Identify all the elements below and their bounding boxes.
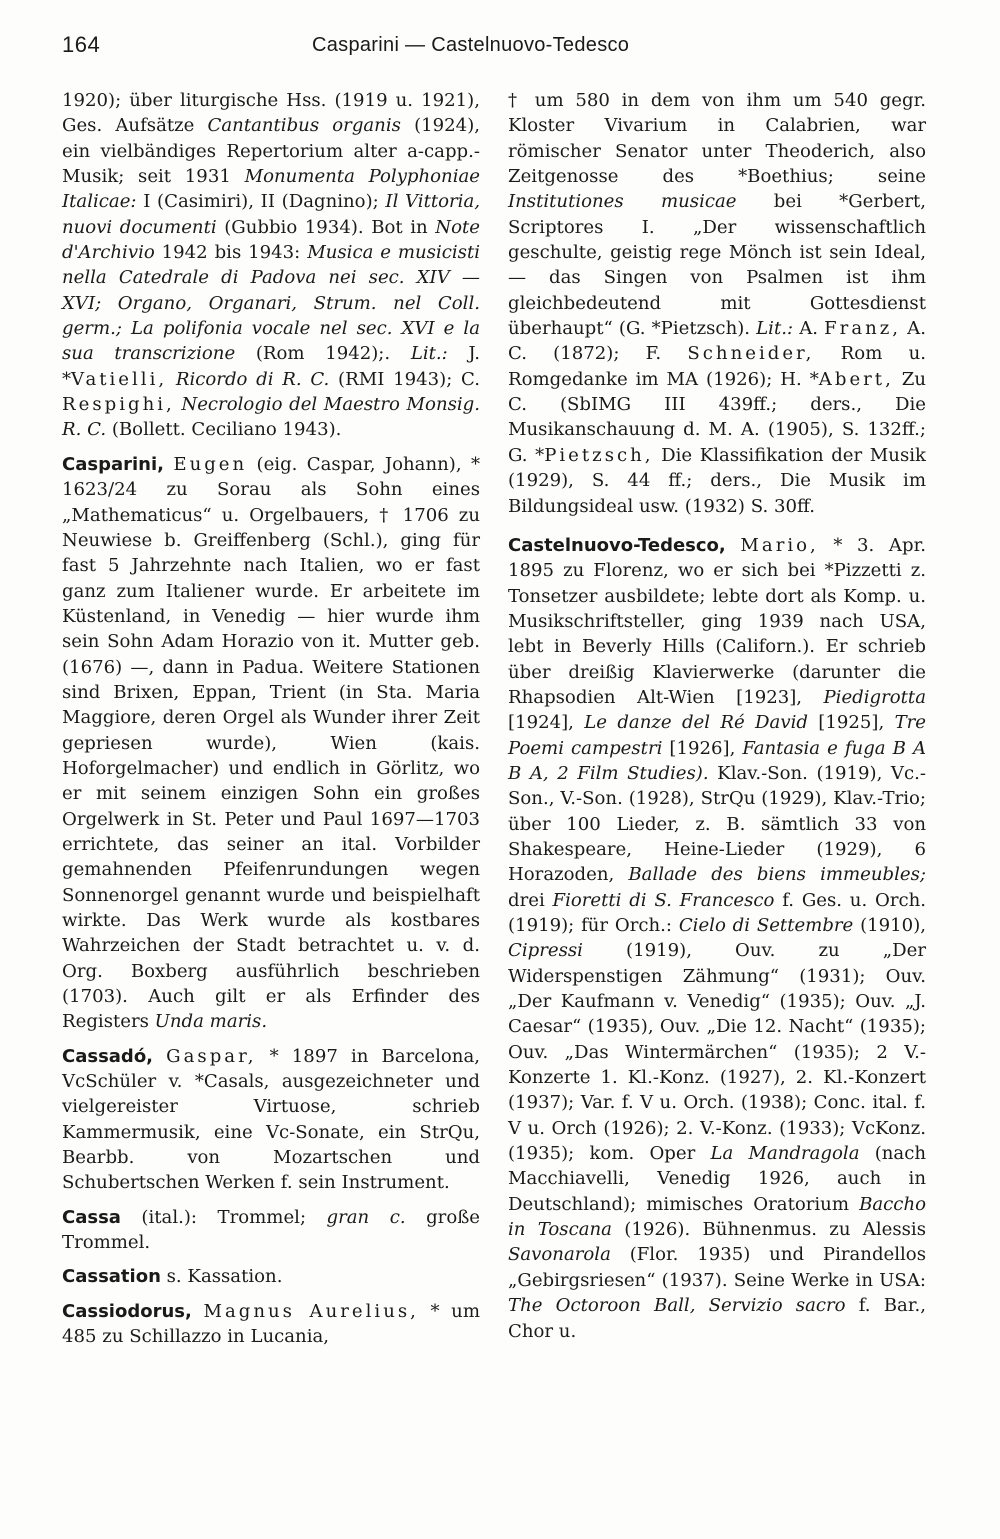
- headword-cassation: Cassation: [62, 1266, 161, 1288]
- entry-cassation: Cassation s. Kassation.: [62, 1266, 283, 1288]
- headword-cassiodorus: Cassiodorus,: [62, 1300, 192, 1322]
- entry-cassado: Cassadó, Gaspar, * 1897 in Barcelona, VcSchüler v. *Casals, ausgezeichneter und vielgereister Virtuose, schrieb Kammermusik, eine Vc-Sonate, ein StrQu, Bearbb. von Mozartschen und Schubertschen Werken f. sein Instrument.: [62, 1045, 480, 1194]
- headword-casparini: Casparini,: [62, 453, 164, 475]
- headword-cassa: Cassa: [62, 1206, 121, 1228]
- running-title: Casparini — Castelnuovo-Tedesco: [312, 34, 630, 56]
- entry-castelnuovo-tedesco: Castelnuovo-Tedesco, Mario, * 3. Apr. 1895 zu Florenz, wo er sich bei *Pizzetti z. Tonsetzer ausbildete; lebte dort als Komp. u. Musikschriftsteller, ging 1939 nach USA, lebt in Beverly Hills (Californ.). Er schrieb über dreißig Klavierwerke (darunter die Rhapsodien Alt-Wien [1923], Piedigrotta [1924], Le danze del Ré David [1925], Tre Poemi campestri [1926], Fantasia e fuga B A B A, 2 Film Studies). Klav.-Son. (1919), Vc.-Son., V.-Son. (1928), StrQu (1929), Klav.-Trio; über 100 Lieder, z. B. sämtlich 33 von Shakespeare, Heine-Lieder (1929), 6 Horazoden, Ballade des biens immeubles; drei Fioretti di S. Francesco f. Ges. u. Orch. (1919); für Orch.: Cielo di Settembre (1910), Cipressi (1919), Ouv. zu „Der Widerspenstigen Zähmung“ (1931); Ouv. „Der Kaufmann v. Venedig“ (1935); Ouv. „J. Caesar“ (1935), Ouv. „Die 12. Nacht“ (1935); Ouv. „Das Wintermärchen“ (1935); 2 V.-Konzerte 1. Kl.-Konz. (1927), 2. Kl.-Konzert (1937); Var. f. V u. Orch. (1938); Conc. ital. f. V u. Orch (1926); 2. V.-Konz. (1933); VcKonz. (1935); kom. Oper La Mandragola (nach Macchiavelli, Venedig 1926, auch in Deutschland); mimisches Oratorium Baccho in Toscana (1926). Bühnenmus. zu Alessis Savonarola (Flor. 1935) und Pirandellos „Gebirgsriesen“ (1937). Seine Werke in USA: The Octoroon Ball, Servizio sacro f. Bar., Chor u.: [508, 534, 927, 1342]
- entry-cassiodorus: Cassiodorus, Magnus Aurelius, * um 485 zu Schillazzo in Lucania,: [62, 1300, 480, 1348]
- continued-entry-cassiodorus: † um 580 in dem von ihm um 540 gegr. Kloster Vivarium in Calabrien, war römischer Senator unter Theoderich, also Zeitgenosse des *Boethius; seine Institutiones musicae bei *Gerbert, Scriptores I. „Der wissenschaftlich geschulte, geistig rege Mönch ist sein Ideal, — das Singen von Psalmen ist ihm gleichbedeutend mit Gottesdienst überhaupt“ (G. *Pietzsch). Lit.: A. Franz, A. C. (1872); F. Schneider, Rom u. Romgedanke im MA (1926); H. *Abert, Zu C. (SbIMG III 439ff.; ders., Die Musikanschauung d. M. A. (1905), S. 132ff.; G. *Pietzsch, Die Klassifikation der Musik (1929), S. 44 ff.; ders., Die Musik im Bildungsideal usw. (1932) S. 30ff.: [508, 90, 927, 517]
- headword-cassado: Cassadó,: [62, 1045, 154, 1067]
- page-header: [62, 32, 938, 64]
- page-number: 164: [62, 32, 101, 57]
- right-column: [508, 88, 926, 1344]
- continued-entry-text: 1920); über liturgische Hss. (1919 u. 1921), Ges. Aufsätze Cantantibus organis (1924), ein vielbändiges Repertorium alter a-capp.-Musik; seit 1931 Monumenta Polyphoniae Italicae: I (Casimiri), II (Dagnino); Il Vittoria, nuovi documenti (Gubbio 1934). Bot in Note d'Archivio 1942 bis 1943: Musica e musicisti nella Catedrale di Padova nei sec. XIV — XVI; Organo, Organari, Strum. nel Coll. germ.; La polifonia vocale nel sec. XVI e la sua transcrizione (Rom 1942);. Lit.: J. *Vatielli, Ricordo di R. C. (RMI 1943); C. Respighi, Necrologio del Maestro Monsig. R. C. (Bollett. Ceciliano 1943).: [62, 90, 481, 441]
- entry-casparini: Casparini, Eugen (eig. Caspar, Johann), * 1623/24 zu Sorau als Sohn eines „Mathematicus“ u. Orgelbauers, † 1706 zu Neuwiese b. Greiffenberg (Schl.), ging für fast 5 Jahrzehnte nach Italien, wo er fast ganz zum Italiener wurde. Er arbeitete im Küstenland, in Venedig — hier wurde ihm sein Sohn Adam Horazio von it. Mutter geb. (1676) —, dann in Padua. Weitere Stationen sind Brixen, Eppan, Trient (in Sta. Maria Maggiore, deren Orgel als Wunder ihrer Zeit gepriesen wurde), Wien (kais. Hoforgelmacher) und endlich in Görlitz, wo er mit seinem einzigen Sohn ein großes Orgelwerk in St. Peter und Paul 1697—1703 errichtete, das seiner an ital. Vorbilder gemahnenden Pfeifenrundungen wegen Sonnenorgel genannt wurde und beispielhaft wirkte. Das Werk wurde als kostbares Wahrzeichen der Stadt betrachtet u. v. d. Org. Boxberg ausführlich beschrieben (1703). Auch gilt er als Erfinder des Registers Unda maris.: [62, 453, 480, 1033]
- headword-castelnuovo-tedesco: Castelnuovo-Tedesco,: [508, 534, 726, 556]
- left-column: [62, 88, 480, 1350]
- entry-cassa: Cassa (ital.): Trommel; gran c. große Trommel.: [62, 1206, 481, 1254]
